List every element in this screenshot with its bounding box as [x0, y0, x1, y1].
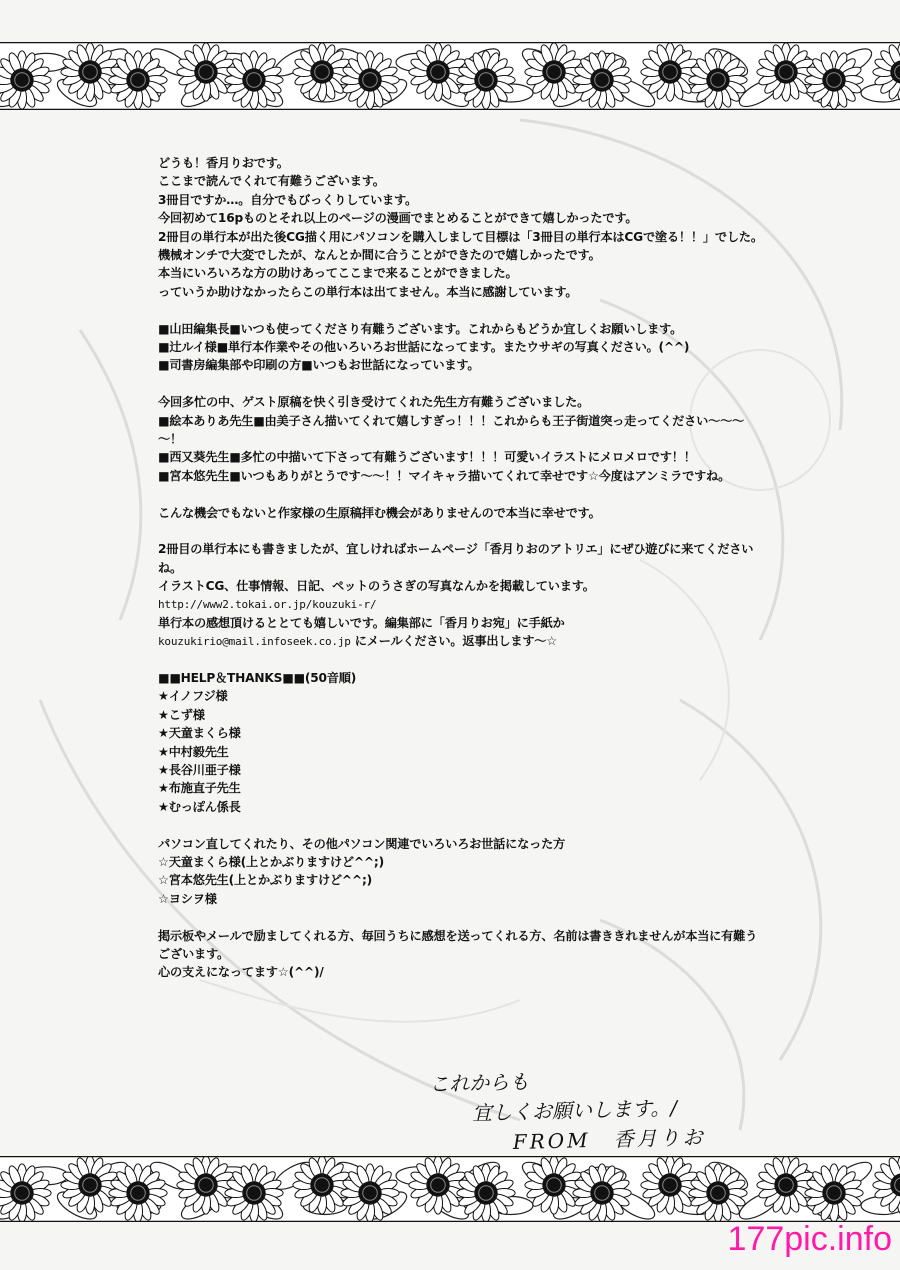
thanks-item: ★長谷川亜子様	[158, 763, 241, 778]
thanks-header: ■■HELP＆THANKS■■(50音順)	[158, 671, 357, 686]
paragraph-gap	[158, 522, 768, 540]
paragraph-gap	[158, 301, 768, 319]
text-line: 2冊目の単行本が出た後CG描く用にパソコンを購入しまして目標は「3冊目の単行本はCGで塗る！！」でした。機械オンチで大変でしたが、なんとか間に合うことができたので嬉しかったです。	[158, 229, 763, 262]
thanks-item: ★中村毅先生	[158, 744, 229, 759]
pc-thanks-header: パソコン直してくれたり、その他パソコン関連でいろいろお世話になった方	[158, 836, 566, 851]
paragraph-gap	[158, 908, 768, 926]
sunflower-icon	[0, 1156, 900, 1222]
email-address: kouzukirio@mail.infoseek.co.jp	[158, 635, 351, 649]
site-watermark: 177pic.info	[727, 1220, 892, 1258]
paragraph-gap	[158, 651, 768, 669]
text-line: ■司書房編集部や印刷の方■いつもお世話になっています。	[158, 358, 480, 373]
paragraph-gap	[158, 816, 768, 834]
text-line: 今回多忙の中、ゲスト原稿を快く引き受けてくれた先生方有難うございました。	[158, 395, 590, 410]
text-line: イラストCG、仕事情報、日記、ペットのうさぎの写真なんかを掲載しています。	[158, 579, 595, 594]
paragraph-gap	[158, 485, 768, 503]
signature-line: これからも	[428, 1069, 530, 1097]
text-line: こんな機会でもないと作家様の生原稿拝む機会がありませんので本当に幸せです。	[158, 505, 601, 520]
sunflower-border-bottom	[0, 1156, 900, 1222]
text-line: 本当にいろいろな方の助けあってここまで来ることができました。	[158, 266, 518, 281]
pc-thanks-item: ☆ヨシヲ様	[158, 891, 217, 906]
text-line: どうも！香月りおです。	[158, 156, 289, 170]
closing-line: 心の支えになってます☆(^^)/	[158, 965, 324, 980]
text-line: ■西又葵先生■多忙の中描いて下さって有難うございます！！！可愛いイラストにメロメロです！！	[158, 450, 696, 465]
sunflower-icon	[0, 42, 900, 110]
text-line: ■宮本悠先生■いつもありがとうです～～！！マイキャラ描いてくれて幸せです☆今度はアンミラですね。	[158, 468, 731, 483]
paragraph-gap	[158, 375, 768, 393]
text-line: 今回初めて16pものとそれ以上のページの漫画でまとめることができて嬉しかったです。	[158, 211, 638, 226]
text-line: ■辻ルイ様■単行本作業やその他いろいろお世話になってます。またウサギの写真ください。(^^)	[158, 339, 690, 354]
handwritten-signature	[429, 1061, 751, 1159]
sunflower-border-top	[0, 42, 900, 110]
text-line: 3冊目ですか…。自分でもびっくりしています。	[158, 192, 418, 207]
thanks-item: ★天童まくら様	[158, 726, 241, 741]
email-line	[158, 632, 768, 650]
pc-thanks-item: ☆天童まくら様(上とかぶりますけど^^;)	[158, 854, 384, 869]
text-line: ■絵本ありあ先生■由美子さん描いてくれて嬉しすぎっ！！！これからも王子街道突っ走ってください～～～～！	[158, 413, 745, 446]
text-line: ここまで読んでくれて有難うございます。	[158, 174, 385, 189]
text-line: 単行本の感想頂けるととても嬉しいです。編集部に「香月りお宛」に手紙か	[158, 615, 565, 630]
homepage-url: http://www2.tokai.or.jp/kouzuki-r/	[158, 597, 377, 611]
afterword-text	[158, 154, 768, 982]
text-line: っていうか助けなかったらこの単行本は出てません。本当に感謝しています。	[158, 284, 578, 299]
signature-line: FROM 香月りお	[512, 1124, 706, 1155]
thanks-item: ★イノフジ様	[158, 689, 228, 704]
text-line: 2冊目の単行本にも書きましたが、宜しければホームページ「香月りおのアトリエ」にぜひ遊びに来てくださいね。	[158, 542, 754, 575]
thanks-item: ★こず様	[158, 707, 205, 722]
email-tail: にメールください。返事出します～☆	[354, 634, 558, 649]
closing-line: 掲示板やメールで励ましてくれる方、毎回うちに感想を送ってくれる方、名前は書ききれませんが本当に有難うございます。	[158, 928, 758, 961]
pc-thanks-item: ☆宮本悠先生(上とかぶりますけど^^;)	[158, 873, 372, 888]
thanks-item: ★布施直子先生	[158, 781, 241, 796]
thanks-item: ★むっぽん係長	[158, 799, 241, 814]
signature-line: 宜しくお願いします。/	[471, 1095, 678, 1126]
text-line: ■山田編集長■いつも使ってくださり有難うございます。これからもどうか宜しくお願いします。	[158, 321, 683, 336]
